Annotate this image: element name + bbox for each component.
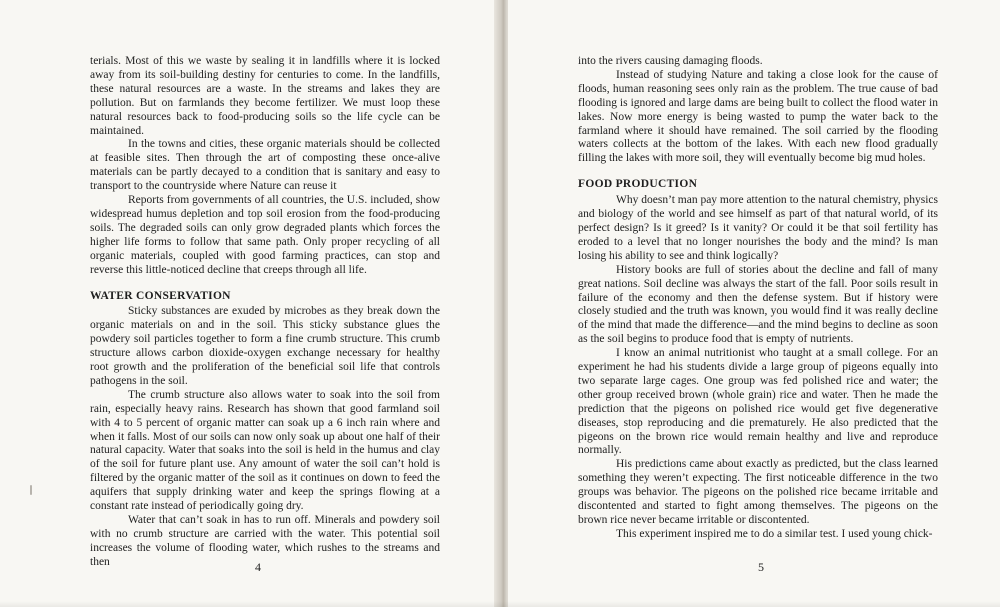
paragraph: terials. Most of this we waste by sealing it in landfills where it is locked away from its soil-building destiny for centuries to come. In the landfills, these natural resources are a waste. In the streams and lakes they are pollution. But on farmlands they become fertilizer. We must loop these natural resources back to food-producing soils so the life cycle can be maintained. <box>90 55 440 137</box>
right-page <box>508 0 1000 607</box>
page-number: 5 <box>758 560 764 574</box>
left-page-text <box>90 55 440 570</box>
paragraph: The crumb structure also allows water to soak into the soil from rain, especially heavy rains. Research has shown that good farmland soil with 4 to 5 percent of organic matter can soak up a 6 inch rain where and when it falls. Most of our soils can now only soak up about one half of their natural capacity. Water that soaks into the soil is held in the humus and clay of the soil for future plant use. Any amount of water the soil can’t hold is filtered by the organic matter of the soil as it continues on down to feed the aquifers that supply drinking water and keep the springs flowing at a constant rate instead of periodically going dry. <box>90 388 440 513</box>
paragraph: This experiment inspired me to do a similar test. I used young chick- <box>616 527 933 540</box>
paragraph: History books are full of stories about the decline and fall of many great nations. Soil decline was always the start of the fall. Poor soils result in failure of the economy and then the defense system. But if history were closely studied and the truth was known, you would find it was really decline of the mind that made the difference—and the mind begins to decline as soon as the soil begins to produce food that is empty of nutrients. <box>578 263 938 346</box>
paragraph: Reports from governments of all countries, the U.S. included, show widespread humus depletion and top soil erosion from the food-producing soils. The degraded soils can only grow degraded plants which forces the higher life forms to follow that same path. Only proper recycling of all organic materials, coupled with good farming practices, can stop and reverse this little-noticed decline that creeps through all life. <box>90 194 440 276</box>
page-edge-shadow <box>0 601 1000 607</box>
paragraph: I know an animal nutritionist who taught at a small college. For an experiment he had his students divide a large group of pigeons equally into two separate large cages. One group was fed polished rice and water; the other group received brown (whole grain) rice and water. Then he made the prediction that the pigeons on polished rice would get five degenerative diseases, stop reproducing and die prematurely. He also predicted that the pigeons on the brown rice would remain healthy and live and reproduce normally. <box>578 347 938 457</box>
page-number: 4 <box>255 560 261 574</box>
section-heading-water-conservation: WATER CONSERVATION <box>90 289 231 302</box>
paragraph: into the rivers causing damaging floods. <box>578 55 763 67</box>
paragraph: Why doesn’t man pay more attention to the natural chemistry, physics and biology of the world and see himself as part of that natural world, of its perfect design? Is it greed? Is it vanity? Or could it be that soil fertility has eroded to a level that no longer nourishes the body and the mind? Is man losing his ability to see and think logically? <box>578 194 938 262</box>
paragraph: In the towns and cities, these organic materials should be collected at feasible sites. Then through the art of composting these once-alive materials can be partly decayed to a condition that is sanitary and easy to transport to the countryside where Nature can reuse it <box>90 138 440 193</box>
right-page-text <box>578 55 938 542</box>
paragraph: Water that can’t soak in has to run off. Minerals and powdery soil with no crumb structure are carried with the water. This potential soil increases the volume of flooding water, which rushes to the streams and then <box>90 514 440 568</box>
paragraph: Sticky substances are exuded by microbes as they break down the organic materials on and in the soil. This sticky substance glues the powdery soil particles together to form a fine crumb structure. This crumb structure allows carbon dioxide-oxygen exchange necessary for healthy root growth and the proliferation of the beneficial soil life that controls pathogens in the soil. <box>90 305 440 387</box>
margin-mark <box>30 485 32 495</box>
paragraph: Instead of studying Nature and taking a close look for the cause of floods, human reasoning sees only rain as the problem. The true cause of bad flooding is ignored and large dams are being built to collect the flood water in lakes. Now more energy is being wasted to pump the water back to the farmland where it should have remained. The soil carried by the flooding waters collects at the bottom of the lakes. With each new flood gradually filling the lakes with more soil, they will eventually become big mud holes. <box>578 68 938 165</box>
paragraph: His predictions came about exactly as predicted, but the class learned something they weren’t expecting. The first noticeable difference in the two groups was behavior. The pigeons on the polished rice became irritable and discontented and started to fight among themselves. The pigeons on the brown rice never became irritable or discontented. <box>578 458 938 526</box>
section-heading-food-production: FOOD PRODUCTION <box>578 178 698 191</box>
left-page <box>0 0 498 607</box>
